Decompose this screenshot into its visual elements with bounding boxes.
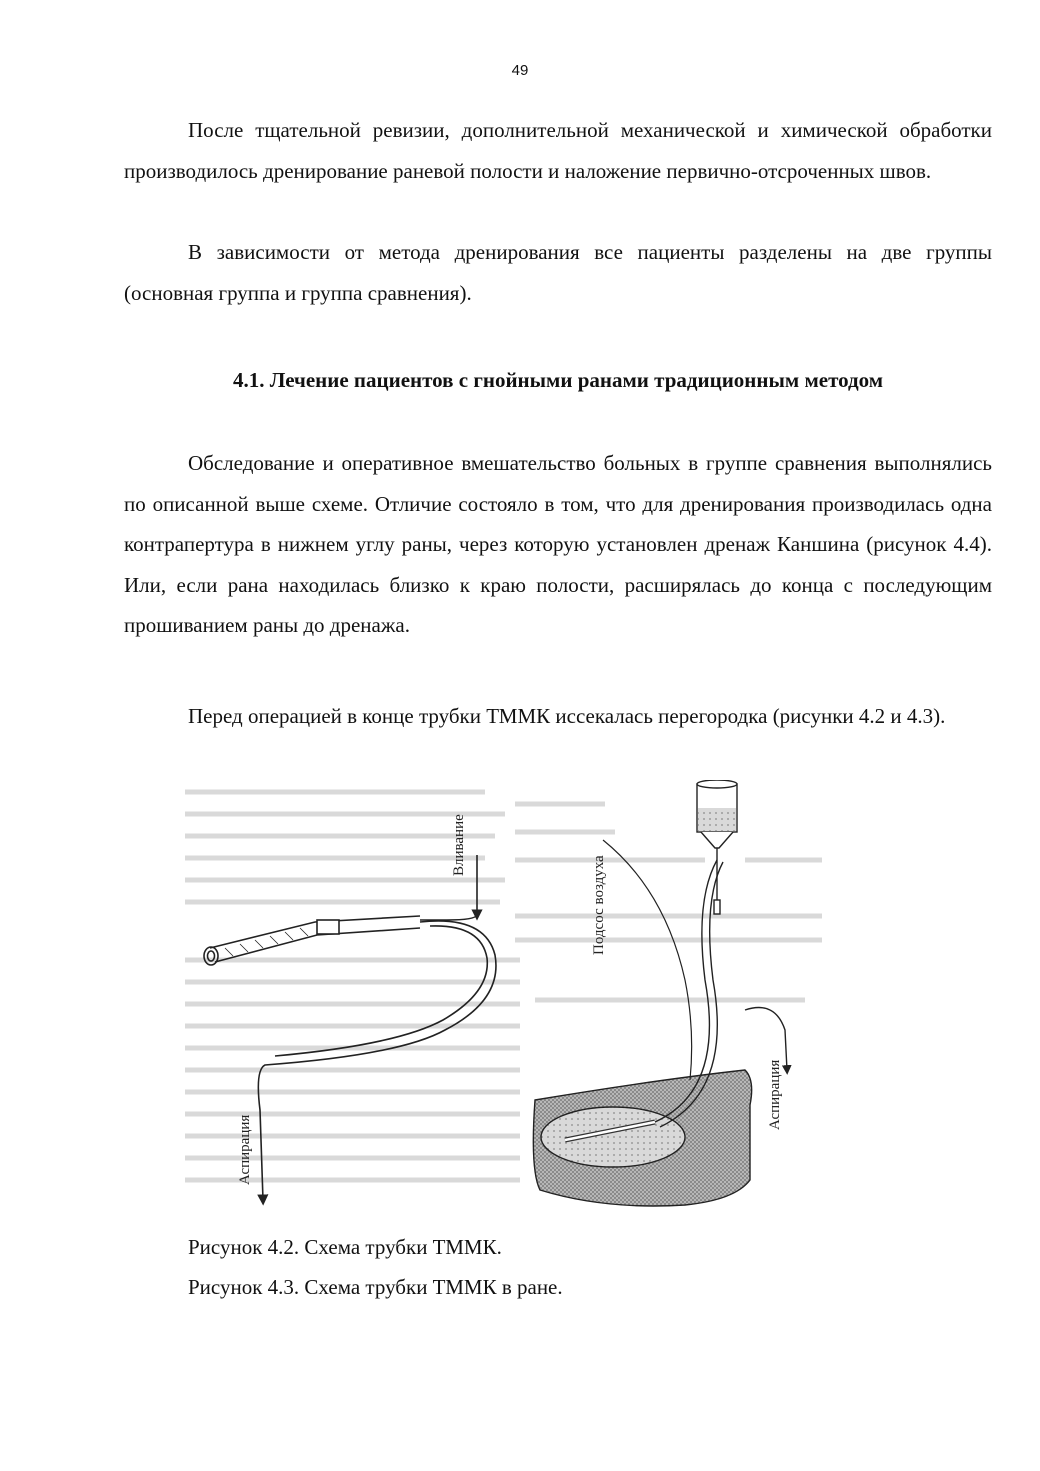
page-number: 49 <box>511 62 529 79</box>
paragraph-groups: В зависимости от метода дренирования все пациенты разделены на две группы (основная группа и группа сравнения). <box>124 240 992 305</box>
inflow-label: Вливание <box>451 814 467 876</box>
paragraph-tmmk-septum: Перед операцией в конце трубки ТММК иссекалась перегородка (рисунки 4.2 и 4.3). <box>188 704 946 728</box>
aspiration-label-right: Аспирация <box>767 1059 783 1130</box>
section-heading: 4.1. Лечение пациентов с гнойными ранами традиционным методом <box>232 368 884 392</box>
paragraph-revision: После тщательной ревизии, дополнительной механической и химической обработки производилось дренирование раневой полости и наложение первично-отсроченных швов. <box>124 118 992 183</box>
air-intake-line <box>603 840 692 1080</box>
aspiration-label-left: Аспирация <box>237 1114 253 1185</box>
tmmk-in-wound-diagram <box>533 780 787 1206</box>
caption-figure-4-2: Рисунок 4.2. Схема трубки ТММК. <box>188 1235 502 1259</box>
paragraph-comparison-group: Обследование и оперативное вмешательство больных в группе сравнения выполнялись по описанной выше схеме. Отличие состояло в том, что для дренирования производилась одна контрапертура в нижнем углу раны, через которую установлен дренаж Каншина (рисунок 4.4). Или, если рана находилась близко к краю полости, расширялась до конца с последующим прошиванием раны до дренажа. <box>124 451 992 637</box>
air-intake-label: Подсос воздуха <box>591 855 607 955</box>
wound-cavity <box>541 1107 685 1167</box>
tmmk-diagram-figure <box>185 780 822 1216</box>
caption-figure-4-3: Рисунок 4.3. Схема трубки ТММК в ране. <box>188 1275 563 1299</box>
